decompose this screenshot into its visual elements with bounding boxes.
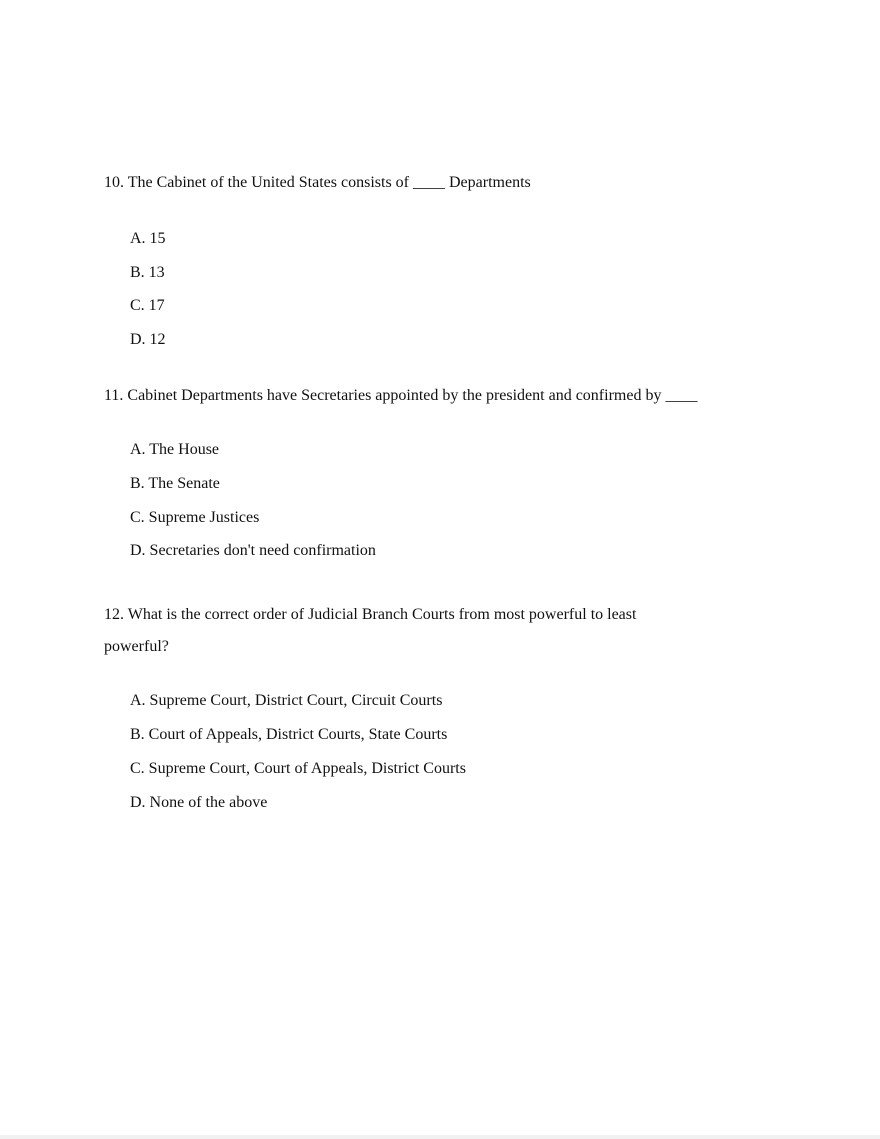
question-11-option-c: C. Supreme Justices — [130, 509, 260, 526]
question-11-text: 11. Cabinet Departments have Secretaries appointed by the president and confirmed by ____ — [104, 387, 698, 404]
page-bottom-edge — [0, 1135, 880, 1139]
question-12-option-d: D. None of the above — [130, 794, 268, 811]
question-11-option-d: D. Secretaries don't need confirmation — [130, 542, 376, 559]
question-11-option-a: A. The House — [130, 441, 220, 458]
question-12-option-c: C. Supreme Court, Court of Appeals, District Courts — [130, 760, 466, 777]
question-12-option-b: B. Court of Appeals, District Courts, State Courts — [130, 726, 448, 743]
question-10-option-c: C. 17 — [130, 297, 165, 314]
question-11-option-b: B. The Senate — [130, 475, 220, 492]
question-10-text: 10. The Cabinet of the United States consists of ____ Departments — [104, 174, 531, 191]
question-12-option-a: A. Supreme Court, District Court, Circuit Courts — [130, 692, 443, 709]
question-12-text: 12. What is the correct order of Judicial Branch Courts from most powerful to least powerful? — [104, 606, 637, 655]
question-10-option-b: B. 13 — [130, 264, 165, 281]
question-10-option-a: A. 15 — [130, 230, 166, 247]
question-10-option-d: D. 12 — [130, 331, 166, 348]
